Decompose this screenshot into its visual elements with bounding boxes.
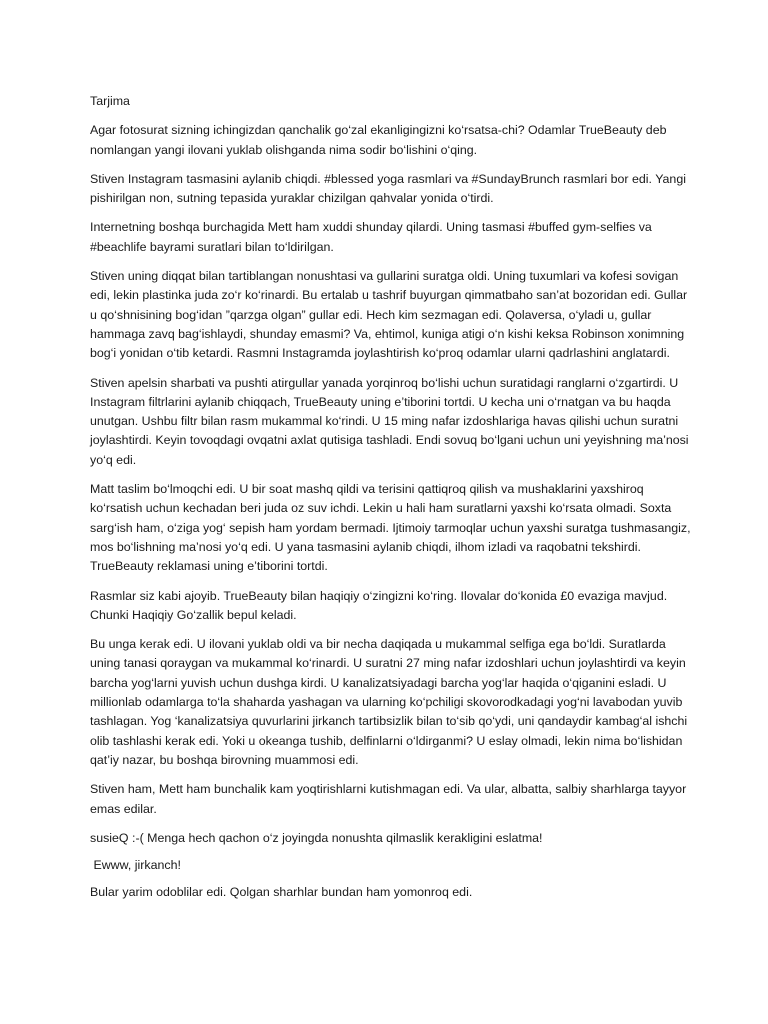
paragraph-matt-workout: Matt taslim bo‘lmoqchi edi. U bir soat mashq qildi va terisini qattiqroq qilish va mushaklarini yaxshiroq ko‘rsatish uchun kechadan beri juda oz suv ichdi. Lekin u hali ham suratlarni yaxshi ko‘rsata olmadi. Soxta sarg‘ish ham, o‘ziga yog‘ sepish ham yordam bermadi. Ijtimoiy tarmoqlar uchun yaxshi suratga tushmasangiz, mos bo‘lishning ma’nosi yo‘q edi. U yana tasmasini aylanib chiqdi, ilhom izladi va raqobatni tekshirdi. TrueBeauty reklamasi uning e’tiborini tortdi. xyxy=(90,482,691,574)
paragraph-stiven-feed: Stiven Instagram tasmasini aylanib chiqdi. #blessed yoga rasmlari va #SundayBrunch rasmlari bor edi. Yangi pishirilgan non, sutning tepasida yuraklar chizilgan qahvalar yonida o‘tirdi. xyxy=(90,171,686,206)
paragraph-likes: Stiven ham, Mett ham bunchalik kam yoqtirishlarni kutishmagan edi. Va ular, albatta, salbiy sharhlarga tayyor emas edilar. xyxy=(90,782,687,816)
paragraph-intro: Agar fotosurat sizning ichingizdan qanchalik go‘zal ekanligingizni ko‘rsatsa-chi? Odamlar TrueBeauty deb nomlangan yangi ilovani yuklab olishganda nima sodir bo‘lishini o‘qing. xyxy=(90,123,667,157)
paragraph-stiven-breakfast: Stiven uning diqqat bilan tartiblangan nonushtasi va gullarini suratga oldi. Uning tuxumlari va kofesi sovigan edi, lekin plastinka juda zo‘r ko‘rinardi. Bu ertalab u tashrif buyurgan qimmatbaho san’at bozoridan edi. Gullar u qo‘shnisining bog‘idan ”qarzga olgan” gullar edi. Hech kim sezmagan edi. Qolaversa, o‘yladi u, gullar hammaga zavq bag‘ishlaydi, shunday emasmi? Va, ehtimol, kuniga atigi o‘n kishi keksa Robinson xonimning bog‘i yonidan o‘tib ketardi. Rasmni Instagramda joylashtirish ko‘proq odamlar ularni qadrlashini anglatardi. xyxy=(90,269,688,361)
paragraph-mett-feed: Internetning boshqa burchagida Mett ham xuddi shunday qilardi. Uning tasmasi #buffed gym-selfies va #beachlife bayrami suratlari bilan to‘ldirilgan. xyxy=(90,220,652,254)
document-title: Tarjima xyxy=(90,94,130,108)
comment-susieq: susieQ :-( Menga hech qachon o‘z joyingda nonushta qilmaslik kerakligini eslatma! xyxy=(90,830,543,845)
paragraph-stiven-filter: Stiven apelsin sharbati va pushti atirgullar yanada yorqinroq bo‘lishi uchun suratidagi ranglarni o‘zgartirdi. U Instagram filtrlarini aylanib chiqqach, TrueBeauty uning e’tiborini tortdi. U kecha uni o‘rnatgan va bu haqda unutgan. Ushbu filtr bilan rasm mukammal ko‘rindi. U 15 ming nafar izdoshlariga havas qilishi uchun suratni joylashtirdi. Keyin tovoqdagi ovqatni axlat qutisiga tashladi. Endi sovuq bo‘lgani uchun uni yeyishning ma’nosi yo‘q edi. xyxy=(90,375,689,467)
document-body xyxy=(90,92,696,913)
paragraph-comments-summary: Bular yarim odoblilar edi. Qolgan sharhlar bundan ham yomonroq edi. xyxy=(90,885,473,900)
comment-ewww: Ewww, jirkanch! xyxy=(90,858,181,873)
paragraph-matt-selfie: Bu unga kerak edi. U ilovani yuklab oldi va bir necha daqiqada u mukammal selfiga ega bo‘ldi. Suratlarda uning tanasi qoraygan va mukammal ko‘rinardi. U suratni 27 ming nafar izdoshlari uchun joylashtirdi va keyin barcha yog‘larni yuvish uchun dushga kirdi. U kanalizatsiyadagi barcha yog‘lar haqida o‘qiganini esladi. U millionlab odamlarga to‘la shaharda yashagan va ularning ko‘pchiligi skovorodkadagi yog‘ni lavabodan yuvib tashlagan. Yog ‘kanalizatsiya quvurlarini jirkanch tartibsizlik bilan to‘sib qo‘ydi, uni qandaydir kambag‘al ishchi olib tashlashi kerak edi. Yoki u okeanga tushib, delfinlarni o‘ldirganmi? U eslay olmadi, lekin nima bo‘lishidan qat’iy nazar, bu boshqa birovning muammosi edi. xyxy=(90,637,688,767)
paragraph-truebeauty-ad: Rasmlar siz kabi ajoyib. TrueBeauty bilan haqiqiy o‘zingizni ko‘ring. Ilovalar do‘konida £0 evaziga mavjud. Chunki Haqiqiy Go‘zallik bepul keladi. xyxy=(90,588,668,622)
